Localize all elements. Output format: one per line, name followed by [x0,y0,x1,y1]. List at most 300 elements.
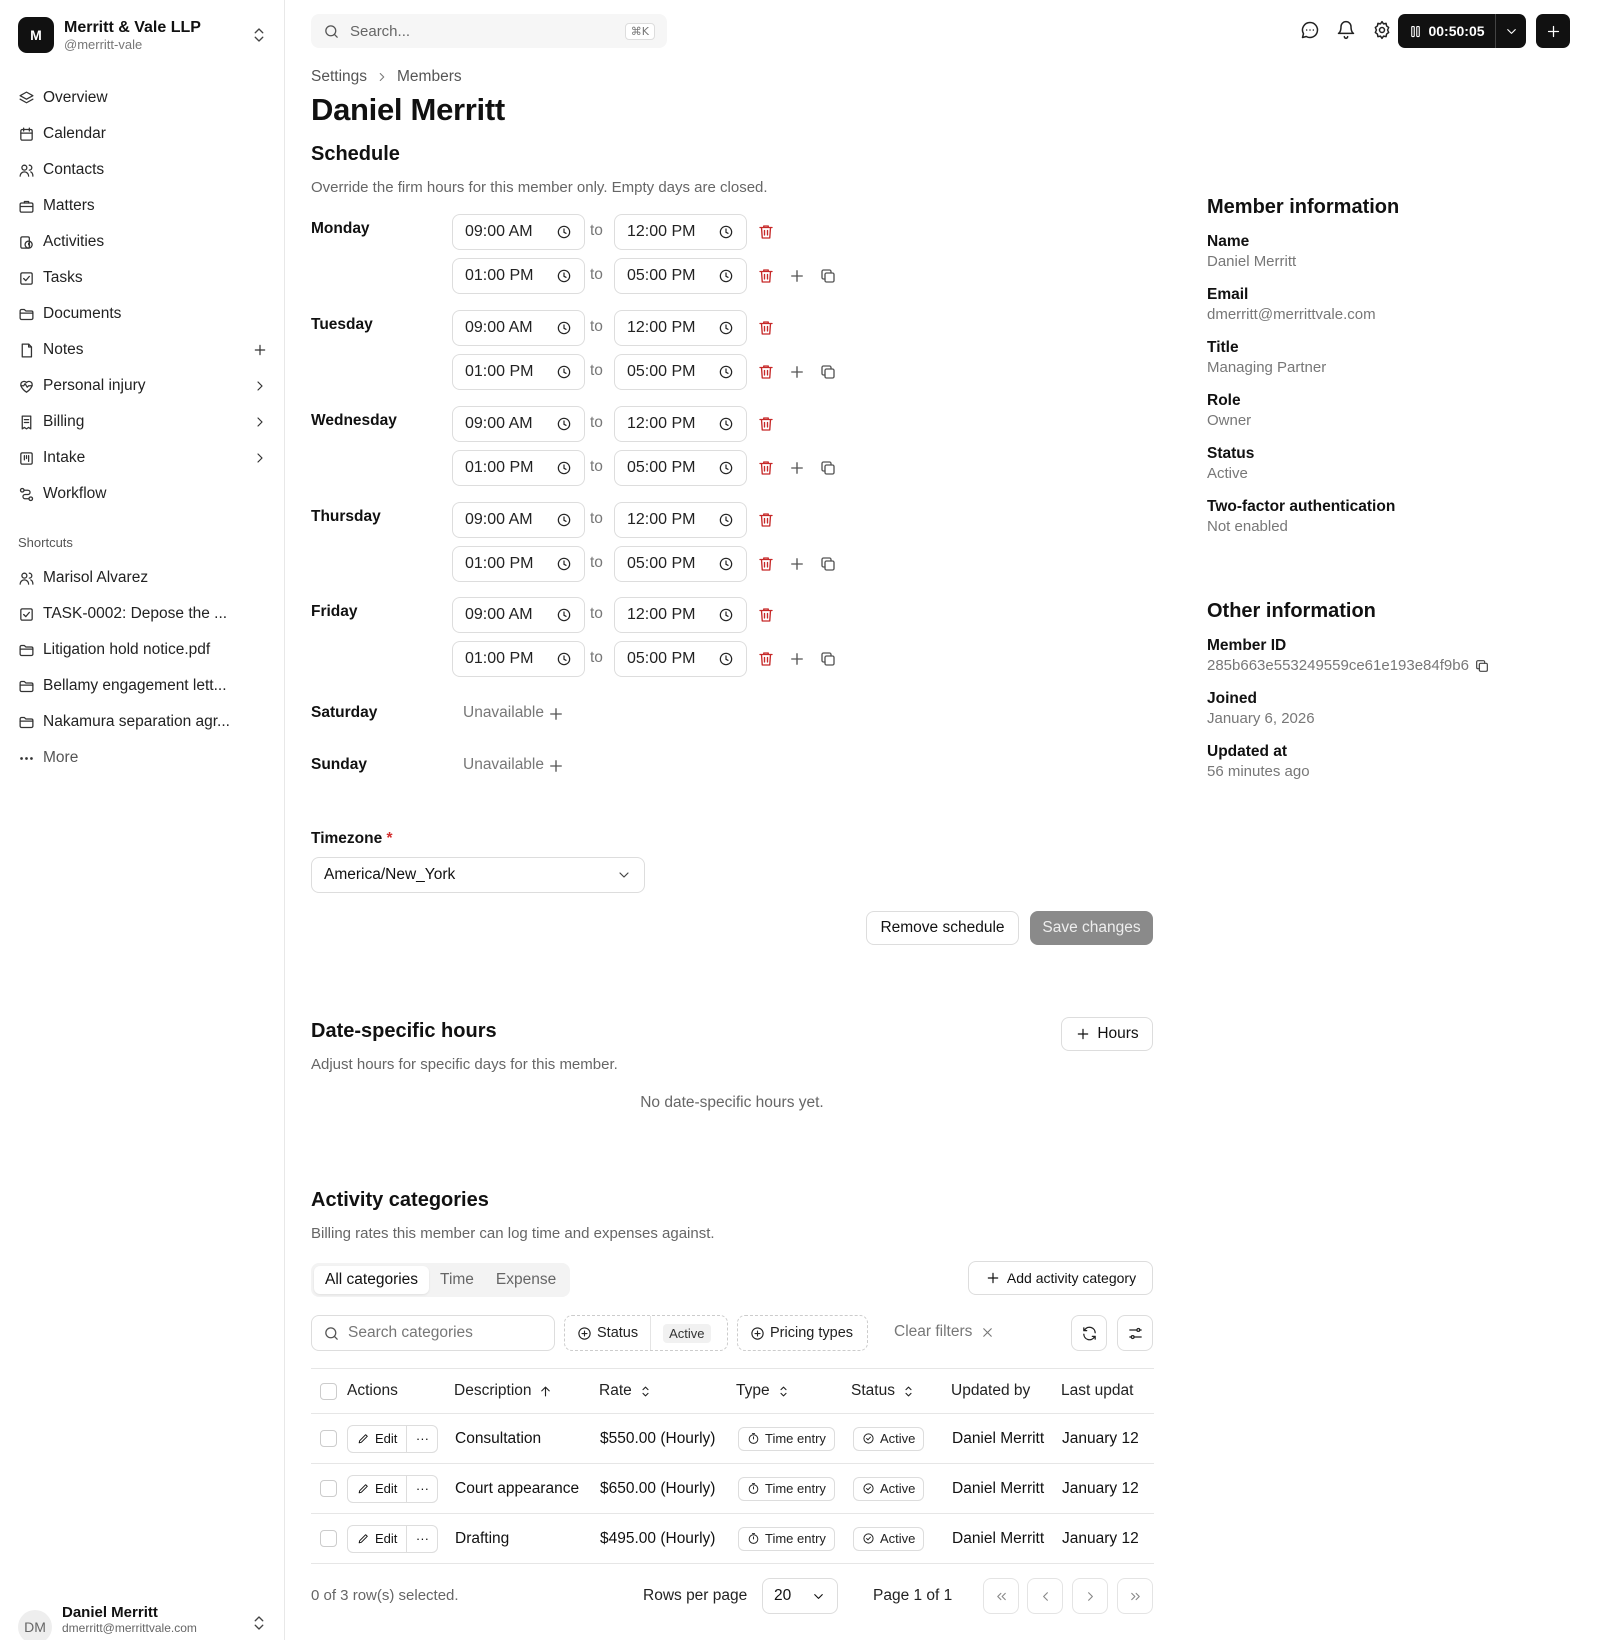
end-time-input[interactable] [614,354,747,390]
end-time-input[interactable] [614,310,747,346]
rows-per-page-select[interactable] [762,1578,838,1614]
timezone-label-text: Timezone [311,830,383,847]
timer-icon [747,1482,765,1495]
plus-circle-icon [750,1326,770,1341]
plus-icon [788,267,806,285]
to-label: to [590,222,603,239]
clock-icon [718,512,734,528]
copy-day-button[interactable] [818,458,838,478]
member-information-panel [1207,196,1567,550]
shortcuts-title: Shortcuts [18,535,73,550]
sidebar-item-label: Calendar [43,125,106,142]
column-header-status[interactable] [851,1369,916,1413]
table-header [311,1368,1154,1414]
actions-cell [347,1414,438,1463]
sidebar-item-label: Contacts [43,161,105,178]
sidebar-item-tasks[interactable] [18,260,268,296]
sidebar-item-label: Notes [43,341,84,358]
trash-icon [757,650,775,668]
cell-status [853,1464,924,1513]
delete-slot-button[interactable] [756,318,776,338]
to-label: to [590,414,603,431]
time-value: 09:00 AM [465,606,533,623]
column-header-label: Type [736,1382,770,1399]
plus-icon[interactable] [252,342,268,358]
save-changes-button[interactable]: Save changes [1030,911,1153,945]
sidebar-item-label: Personal injury [43,377,146,394]
start-time-input[interactable] [452,546,585,582]
column-header-last-updat [1061,1369,1133,1413]
sidebar-item-personal-injury[interactable] [18,368,268,404]
shortcut-label: TASK-0002: Depose the ... [43,605,228,622]
start-time-input[interactable] [452,258,585,294]
shortcut-item[interactable] [18,704,268,740]
delete-slot-button[interactable] [756,510,776,530]
cell-updated-by: Daniel Merritt [952,1429,1045,1447]
time-value: 01:00 PM [465,363,534,380]
to-label: to [590,605,603,622]
folder-icon [18,306,43,323]
schedule-subtitle: Override the firm hours for this member only. Empty days are closed. [311,179,768,196]
column-header-label: Last updat [1061,1382,1134,1399]
page-title: Daniel Merritt [311,92,505,127]
row-checkbox[interactable] [320,1530,337,1547]
cell-rate: $650.00 (Hourly) [600,1479,716,1497]
timer-dropdown-button[interactable] [1496,14,1526,48]
first-page-button[interactable] [983,1578,1019,1614]
row-checkbox[interactable] [320,1480,337,1497]
sidebar-item-matters[interactable] [18,188,268,224]
category-search-placeholder: Search categories [348,1324,473,1341]
field-value-text: 285b663e553249559ce61e193e84f9b6 [1207,657,1469,674]
add-slot-button[interactable] [787,554,807,574]
column-header-updated-by [951,1369,1030,1413]
clock-icon [718,224,734,240]
sidebar-item-label: Billing [43,413,85,430]
timezone-value: America/New_York [324,866,456,883]
tab-all-categories[interactable]: All categories [314,1266,429,1294]
timezone-label [311,830,393,848]
field-label-joined: Joined [1207,690,1257,707]
column-header-type[interactable] [736,1369,791,1413]
view-options-button[interactable] [1117,1315,1153,1351]
member-information-title: Member information [1207,196,1400,218]
end-time-input[interactable] [614,214,747,250]
edit-label: Edit [375,1481,398,1496]
copy-icon [819,267,837,285]
next-page-button[interactable] [1072,1578,1108,1614]
remove-schedule-button[interactable]: Remove schedule [866,911,1019,945]
copy-day-button[interactable] [818,266,838,286]
actions-cell [347,1464,438,1513]
rows-per-page-value: 20 [774,1587,792,1604]
note-icon [18,342,43,359]
time-value: 05:00 PM [627,459,696,476]
field-value-name [1207,252,1567,272]
trash-icon [757,223,775,241]
to-label: to [590,458,603,475]
status-filter[interactable] [564,1315,728,1351]
day-label-friday: Friday [311,603,358,620]
status-badge [853,1427,924,1451]
time-value: 05:00 PM [627,363,696,380]
sliders-icon [1127,1325,1144,1342]
sidebar-item-overview[interactable] [18,80,268,116]
add-hours-button[interactable] [1061,1017,1153,1051]
plus-icon [788,363,806,381]
delete-slot-button[interactable] [756,605,776,625]
end-time-input[interactable] [614,450,747,486]
chat-icon[interactable] [1300,20,1320,40]
type-badge [738,1427,835,1451]
field-value-title [1207,358,1567,378]
table-row [311,1414,1154,1464]
cell-type [738,1514,835,1563]
chevron-left-icon [1038,1589,1053,1604]
plus-icon [547,705,565,723]
end-time-input[interactable] [614,258,747,294]
field-value-updated-at [1207,762,1567,782]
time-value: 01:00 PM [465,555,534,572]
copy-day-button[interactable] [818,554,838,574]
end-time-input[interactable] [614,597,747,633]
field-value-member-id [1207,656,1567,676]
field-value-role [1207,411,1567,431]
row-checkbox[interactable] [320,1430,337,1447]
field-value-text: Owner [1207,412,1252,429]
chevron-right-icon [252,450,268,466]
type-label: Time entry [765,1431,826,1446]
time-value: 01:00 PM [465,267,534,284]
add-slot-button[interactable] [787,458,807,478]
shortcut-item[interactable] [18,596,268,632]
start-time-input[interactable] [452,406,585,442]
chevron-right-icon [375,70,389,84]
global-search[interactable] [311,14,667,48]
copy-icon [819,650,837,668]
user-name-block [62,1604,250,1635]
users-icon [18,162,43,179]
pencil-icon [357,1482,375,1495]
field-value-joined [1207,709,1567,729]
start-time-input[interactable] [452,502,585,538]
start-time-input[interactable] [452,597,585,633]
row-more-button[interactable]: ··· [415,1531,429,1546]
delete-slot-button[interactable] [756,458,776,478]
add-slot-button[interactable] [787,362,807,382]
bell-icon[interactable] [1336,20,1356,40]
copy-icon[interactable] [1469,658,1490,674]
edit-label: Edit [375,1531,398,1546]
avatar: DM [18,1610,52,1640]
breadcrumb-members[interactable]: Members [397,68,462,85]
status-filter-button[interactable] [565,1316,650,1350]
column-header-label: Description [454,1382,532,1399]
field-value-text: dmerritt@merrittvale.com [1207,306,1376,323]
table-row [311,1464,1154,1514]
check-circle-icon [862,1532,880,1545]
edit-button[interactable] [348,1526,407,1552]
search-icon [323,1325,348,1342]
status-badge [853,1527,924,1551]
org-name: Merritt & Vale LLP [64,18,201,36]
cell-status [853,1414,924,1463]
add-slot-button[interactable] [546,704,566,724]
clock-icon [556,364,572,380]
cell-updated-by: Daniel Merritt [952,1479,1045,1497]
shortcut-item[interactable] [18,632,268,668]
field-label-updated-at: Updated at [1207,743,1288,760]
day-label-monday: Monday [311,220,370,237]
shortcut-label: Nakamura separation agr... [43,713,230,730]
time-value: 12:00 PM [627,415,696,432]
cell-type [738,1464,835,1513]
plus-icon [547,757,565,775]
field-value-text: Not enabled [1207,518,1288,535]
column-header-label: Updated by [951,1382,1031,1399]
clock-icon [556,320,572,336]
close-icon [972,1325,995,1340]
refresh-button[interactable] [1071,1315,1107,1351]
sort-icon [770,1384,791,1399]
user-name: Daniel Merritt [62,1604,158,1621]
edit-button[interactable] [348,1426,407,1452]
to-label: to [590,510,603,527]
to-label: to [590,266,603,283]
edit-label: Edit [375,1431,398,1446]
org-text [64,18,250,53]
row-more-button[interactable]: ··· [415,1431,429,1446]
cell-last-updated: January 12 [1062,1429,1139,1447]
row-select-cell [320,1514,337,1563]
field-value-text: Managing Partner [1207,359,1327,376]
row-actions [347,1475,438,1503]
delete-slot-button[interactable] [756,362,776,382]
delete-slot-button[interactable] [756,222,776,242]
row-select-cell [320,1464,337,1513]
pricing-types-filter[interactable] [737,1315,868,1351]
chevron-down-icon [1504,24,1519,39]
start-time-input[interactable] [452,214,585,250]
row-select-cell [320,1414,337,1463]
shortcut-item[interactable] [18,740,268,776]
date-specific-empty: No date-specific hours yet. [640,1094,824,1111]
cell-updated-by: Daniel Merritt [952,1529,1045,1547]
check-square-icon [18,270,43,287]
field-label-name: Name [1207,233,1250,250]
day-label-thursday: Thursday [311,508,381,525]
arrow-up-icon [532,1384,553,1399]
time-value: 05:00 PM [627,650,696,667]
table-row [311,1514,1154,1564]
search-icon [323,23,350,40]
add-activity-category-button[interactable] [968,1261,1153,1295]
clock-icon [556,416,572,432]
clock-icon [718,460,734,476]
cell-description: Consultation [455,1429,542,1447]
search-shortcut: ⌘K [625,23,655,40]
org-logo: M [18,17,54,53]
sidebar-item-billing[interactable] [18,404,268,440]
add-slot-button[interactable] [787,649,807,669]
start-time-input[interactable] [452,310,585,346]
trash-icon [757,459,775,477]
more-icon [18,750,43,767]
activity-icon [18,234,43,251]
chevron-down-icon [811,1589,826,1604]
copy-day-button[interactable] [818,362,838,382]
field-label-two-factor-authentication: Two-factor authentication [1207,498,1396,515]
copy-icon [819,555,837,573]
sidebar-item-contacts[interactable] [18,152,268,188]
timezone-select[interactable] [311,857,645,893]
unavailable-label: Unavailable [463,704,544,721]
sidebar-item-calendar[interactable] [18,116,268,152]
date-specific-subtitle: Adjust hours for specific days for this member. [311,1056,618,1073]
clock-icon [718,364,734,380]
timer-button[interactable] [1398,14,1496,48]
shortcut-item[interactable] [18,560,268,596]
clock-icon [556,512,572,528]
end-time-input[interactable] [614,502,747,538]
copy-day-button[interactable] [818,649,838,669]
main-nav [18,80,268,512]
trash-icon [757,511,775,529]
type-badge [738,1527,835,1551]
clock-icon [556,651,572,667]
unavailable-label: Unavailable [463,756,544,773]
category-tabs [311,1263,570,1297]
pricing-filter-button[interactable] [738,1316,865,1350]
trash-icon [757,606,775,624]
time-value: 01:00 PM [465,650,534,667]
end-time-input[interactable] [614,406,747,442]
shortcut-item[interactable] [18,668,268,704]
previous-page-button[interactable] [1027,1578,1063,1614]
breadcrumb-settings[interactable]: Settings [311,68,368,85]
delete-slot-button[interactable] [756,554,776,574]
delete-slot-button[interactable] [756,414,776,434]
clear-filters-button[interactable] [894,1323,995,1341]
time-value: 12:00 PM [627,511,696,528]
sidebar-item-intake[interactable] [18,440,268,476]
clock-icon [718,556,734,572]
end-time-input[interactable] [614,546,747,582]
time-value: 05:00 PM [627,555,696,572]
field-value-two-factor-authentication [1207,517,1567,537]
cell-last-updated: January 12 [1062,1529,1139,1547]
start-time-input[interactable] [452,354,585,390]
time-value: 09:00 AM [465,511,533,528]
clock-icon [718,268,734,284]
receipt-icon [18,414,43,431]
category-search-input[interactable] [311,1315,555,1351]
shortcut-label: Litigation hold notice.pdf [43,641,211,658]
copy-icon [819,459,837,477]
add-activity-category-label: Add activity category [1006,1270,1137,1286]
org-switcher[interactable] [18,16,268,54]
start-time-input[interactable] [452,450,585,486]
chevrons-up-down-icon [250,1614,268,1632]
chevron-down-icon [616,867,632,883]
add-slot-button[interactable] [546,756,566,776]
field-value-text: Daniel Merritt [1207,253,1297,270]
day-label-sunday: Sunday [311,756,367,773]
tab-time[interactable]: Time [440,1271,474,1288]
refresh-icon [1081,1325,1098,1342]
sidebar-item-label: Intake [43,449,86,466]
time-value: 09:00 AM [465,223,533,240]
trash-icon [757,267,775,285]
clock-icon [718,416,734,432]
field-label-status: Status [1207,445,1255,462]
copy-icon [819,363,837,381]
gear-icon[interactable] [1372,20,1392,40]
column-header-label: Status [851,1382,895,1399]
user-menu[interactable] [18,1604,268,1640]
time-value: 09:00 AM [465,415,533,432]
trash-icon [757,363,775,381]
status-chip: Active [663,1324,710,1343]
cell-rate: $495.00 (Hourly) [600,1529,716,1547]
sidebar-item-notes[interactable] [18,332,268,368]
add-slot-button[interactable] [787,266,807,286]
plus-circle-icon [577,1326,597,1341]
user-email: dmerritt@merrittvale.com [62,1621,197,1635]
delete-slot-button[interactable] [756,266,776,286]
sidebar-item-workflow[interactable] [18,476,268,512]
chevron-right-icon [1083,1589,1098,1604]
shortcuts-list [18,560,268,776]
time-value: 09:00 AM [465,319,533,336]
briefcase-icon [18,198,43,215]
activity-title: Activity categories [311,1189,489,1211]
sort-icon [895,1384,916,1399]
field-label-member-id: Member ID [1207,637,1287,654]
status-label: Active [880,1531,916,1546]
field-value-text: Active [1207,465,1248,482]
field-value-email [1207,305,1567,325]
column-header-rate[interactable] [599,1369,653,1413]
folder-icon [18,714,43,731]
pencil-icon [357,1432,375,1445]
sidebar-item-documents[interactable] [18,296,268,332]
layers-icon [18,90,43,107]
tab-expense[interactable]: Expense [495,1271,557,1288]
type-label: Time entry [765,1481,826,1496]
start-time-input[interactable] [452,641,585,677]
field-label-email: Email [1207,286,1249,303]
last-page-button[interactable] [1117,1578,1153,1614]
to-label: to [590,362,603,379]
field-label-title: Title [1207,339,1239,356]
delete-slot-button[interactable] [756,649,776,669]
sidebar-item-activities[interactable] [18,224,268,260]
create-button[interactable] [1536,14,1570,48]
row-actions [347,1425,438,1453]
time-value: 12:00 PM [627,319,696,336]
edit-button[interactable] [348,1476,407,1502]
column-header-description[interactable] [454,1369,553,1413]
select-all-checkbox[interactable] [320,1383,337,1400]
clock-icon [556,556,572,572]
trash-icon [757,555,775,573]
end-time-input[interactable] [614,641,747,677]
plus-icon [1075,1026,1097,1042]
day-label-saturday: Saturday [311,704,378,721]
row-more-button[interactable]: ··· [415,1481,429,1496]
clock-icon [556,268,572,284]
